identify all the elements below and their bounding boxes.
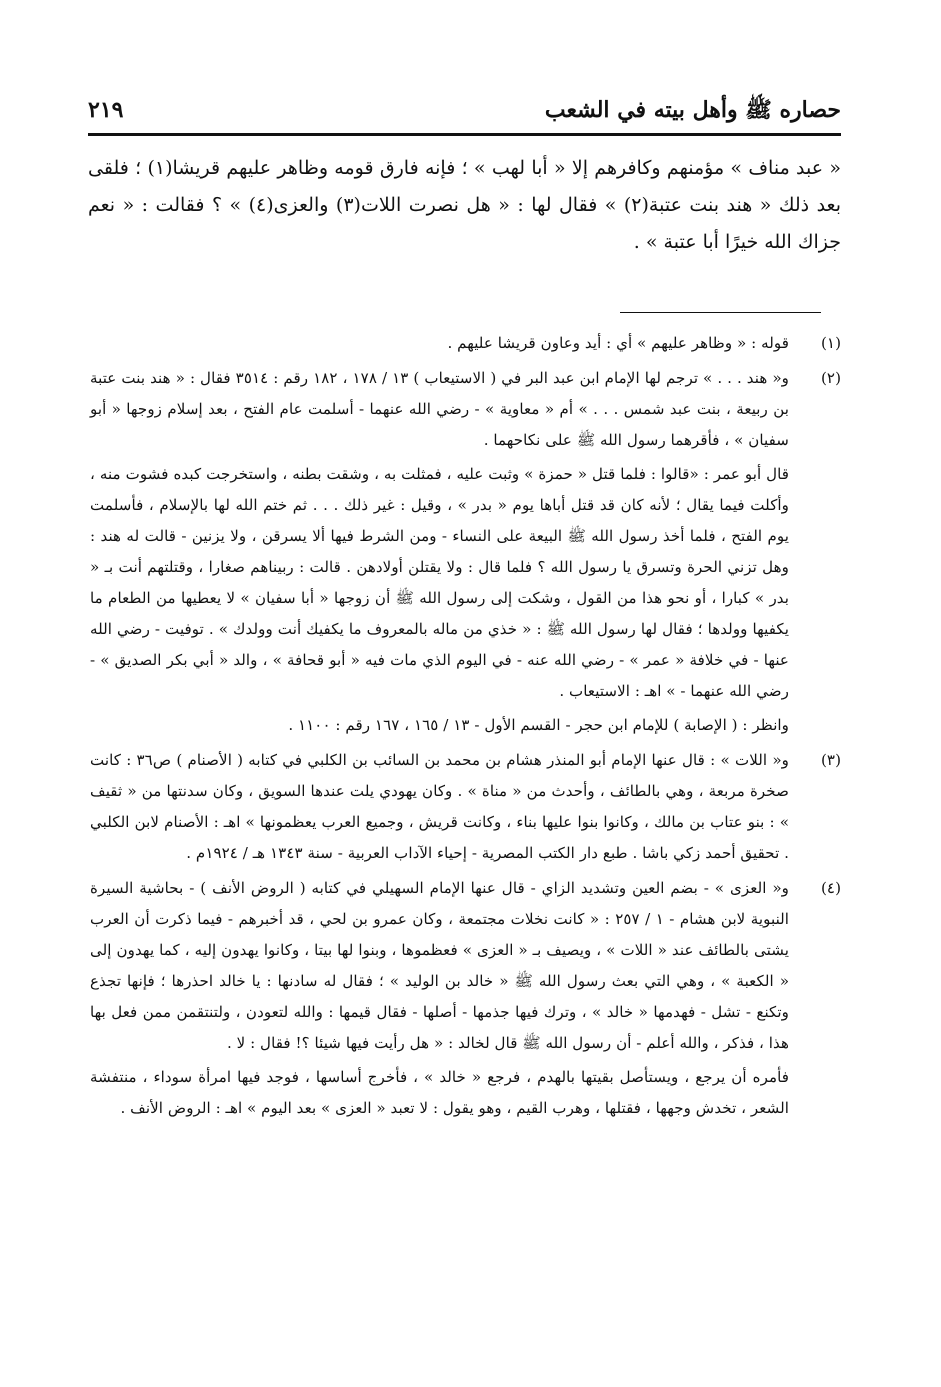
footnote-paragraph: قوله : « وظاهر عليهم » أي : أيد وعاون قريشا عليهم .	[447, 334, 789, 352]
footnote-paragraph: و« اللات » : قال عنها الإمام أبو المنذر هشام بن محمد بن السائب بن الكلبي في كتابه ( الأصنام ) ص٣٦ : كانت صخرة مربعة ، وهي بالطائف ، وأحدث من « مناة » . وكان يهودي يلت عندها السويق ، وكان سدنتها من « ثقيف » : بنو عتاب بن مالك ، وكانوا بنوا عليها بناء ، وكانت قريش ، وجميع العرب يعظمونها » اهـ : الأصنام لابن الكلبي . تحقيق أحمد زكي باشا . طبع دار الكتب المصرية - إحياء الآداب العربية - سنة ١٣٤٣ هـ / ١٩٢٤م .	[90, 751, 789, 862]
footnote-4	[90, 873, 841, 1124]
footnotes-section	[90, 328, 841, 1128]
footnote-paragraph: وانظر : ( الإصابة ) للإمام ابن حجر - القسم الأول - ١٣ / ١٦٥ ، ١٦٧ رقم : ١١٠٠ .	[288, 716, 789, 734]
footnote-1	[90, 328, 841, 359]
footnote-marker: (٢)	[820, 369, 841, 387]
footnote-marker: (٣)	[820, 751, 841, 769]
footnote-paragraph: و« هند . . . » ترجم لها الإمام ابن عبد البر في ( الاستيعاب ) ١٣ / ١٧٨ ، ١٨٢ رقم : ٣٥١٤ فقال : « هند بنت عتبة بن ربيعة ، بنت عبد شمس . . . » أم « معاوية » - رضي الله عنهما - أسلمت عام الفتح ، بعد إسلام زوجها « أبو سفيان » ، فأقرهما رسول الله ﷺ على نكاحهما .	[90, 369, 789, 449]
footnote-paragraph: قال أبو عمر : «قالوا : فلما قتل « حمزة » وثبت عليه ، فمثلت به ، وشقت بطنه ، واستخرجت كبده فشوت منه ، وأكلت فيما يقال ؛ لأنه كان قد قتل أباها يوم « بدر » ، وقيل : غير ذلك . . . ثم ختم الله لها بالإسلام ، فأسلمت يوم الفتح ، فلما أخذ رسول الله ﷺ البيعة على النساء - ومن الشرط فيها ألا يسرقن ، ولا يزنين - قالت له هند : وهل تزني الحرة وتسرق يا رسول الله ؟ فلما قال : ولا يقتلن أولادهن . قالت : ربيناهم صغارا ، وقتلتهم أنت بـ « بدر » كبارا ، أو نحو هذا من القول ، وشكت إلى رسول الله ﷺ أن زوجها « أبا سفيان » لا يعطيها من الطعام ما يكفيها وولدها ؛ فقال لها رسول الله ﷺ : « خذي من ماله بالمعروف ما يكفيك أنت وولدك » . توفيت - رضي الله عنها - في خلافة « عمر » - رضي الله عنه - في اليوم الذي مات فيه « أبو قحافة » ، والد « أبي بكر الصديق » - رضي الله عنهما - » اهـ : الاستيعاب .	[90, 465, 789, 700]
main-body-text	[88, 150, 841, 261]
footnote-divider	[620, 312, 821, 313]
footnote-2	[90, 363, 841, 741]
footnote-marker: (٤)	[820, 879, 841, 897]
page-number: ٢١٩	[88, 97, 124, 123]
footnote-3	[90, 745, 841, 869]
running-header	[88, 88, 841, 132]
footnote-marker: (١)	[820, 334, 841, 352]
footnote-paragraph: فأمره أن يرجع ، ويستأصل بقيتها بالهدم ، فرجع « خالد » ، فأخرج أساسها ، فوجد فيها امرأة سوداء ، منتفشة الشعر ، تخدش وجهها ، فقتلها ، وهرب القيم ، وهو يقول : لا تعبد « العزى » بعد اليوم » اهـ : الروض الأنف .	[90, 1068, 789, 1117]
header-divider	[88, 133, 841, 136]
body-paragraph: « عبد مناف » مؤمنهم وكافرهم إلا « أبا لهب » ؛ فإنه فارق قومه وظاهر عليهم قريشا(١) ؛ فلقى بعد ذلك « هند بنت عتبة(٢) » فقال لها : « هل نصرت اللات(٣) والعزى(٤) » ؟ فقالت : « نعم جزاك الله خيرًا أبا عتبة » .	[88, 157, 841, 253]
chapter-title: حصاره ﷺ وأهل بيته في الشعب	[544, 97, 841, 123]
footnote-paragraph: و« العزى » - بضم العين وتشديد الزاي - قال عنها الإمام السهيلي في كتابه ( الروض الأنف ) - بحاشية السيرة النبوية لابن هشام - ١ / ٢٥٧ : « كانت نخلات مجتمعة ، وكان عمرو بن لحي ، قد أخبرهم - فيما ذكرت أن العرب يشتى بالطائف عند « اللات » ، ويصيف بـ « العزى » فعظموها ، وبنوا لها بيتا ، وكانوا يهدون إليه ، كما يهدون إلى « الكعبة » ، وهي التي بعث رسول الله ﷺ « خالد بن الوليد » ؛ فقال له سادنها : يا خالد احذرها ؛ فإنها تجذع وتكنع - تشل - فهدمها « خالد » ، وترك فيها جذمها - أصلها - فقال قيمها : والله لتعودن ، ولتنتقمن ممن فعل بها هذا ، فذكر ، والله أعلم - أن رسول الله ﷺ قال لخالد : « هل رأيت فيها شيئا ؟! فقال : لا .	[90, 879, 790, 1052]
